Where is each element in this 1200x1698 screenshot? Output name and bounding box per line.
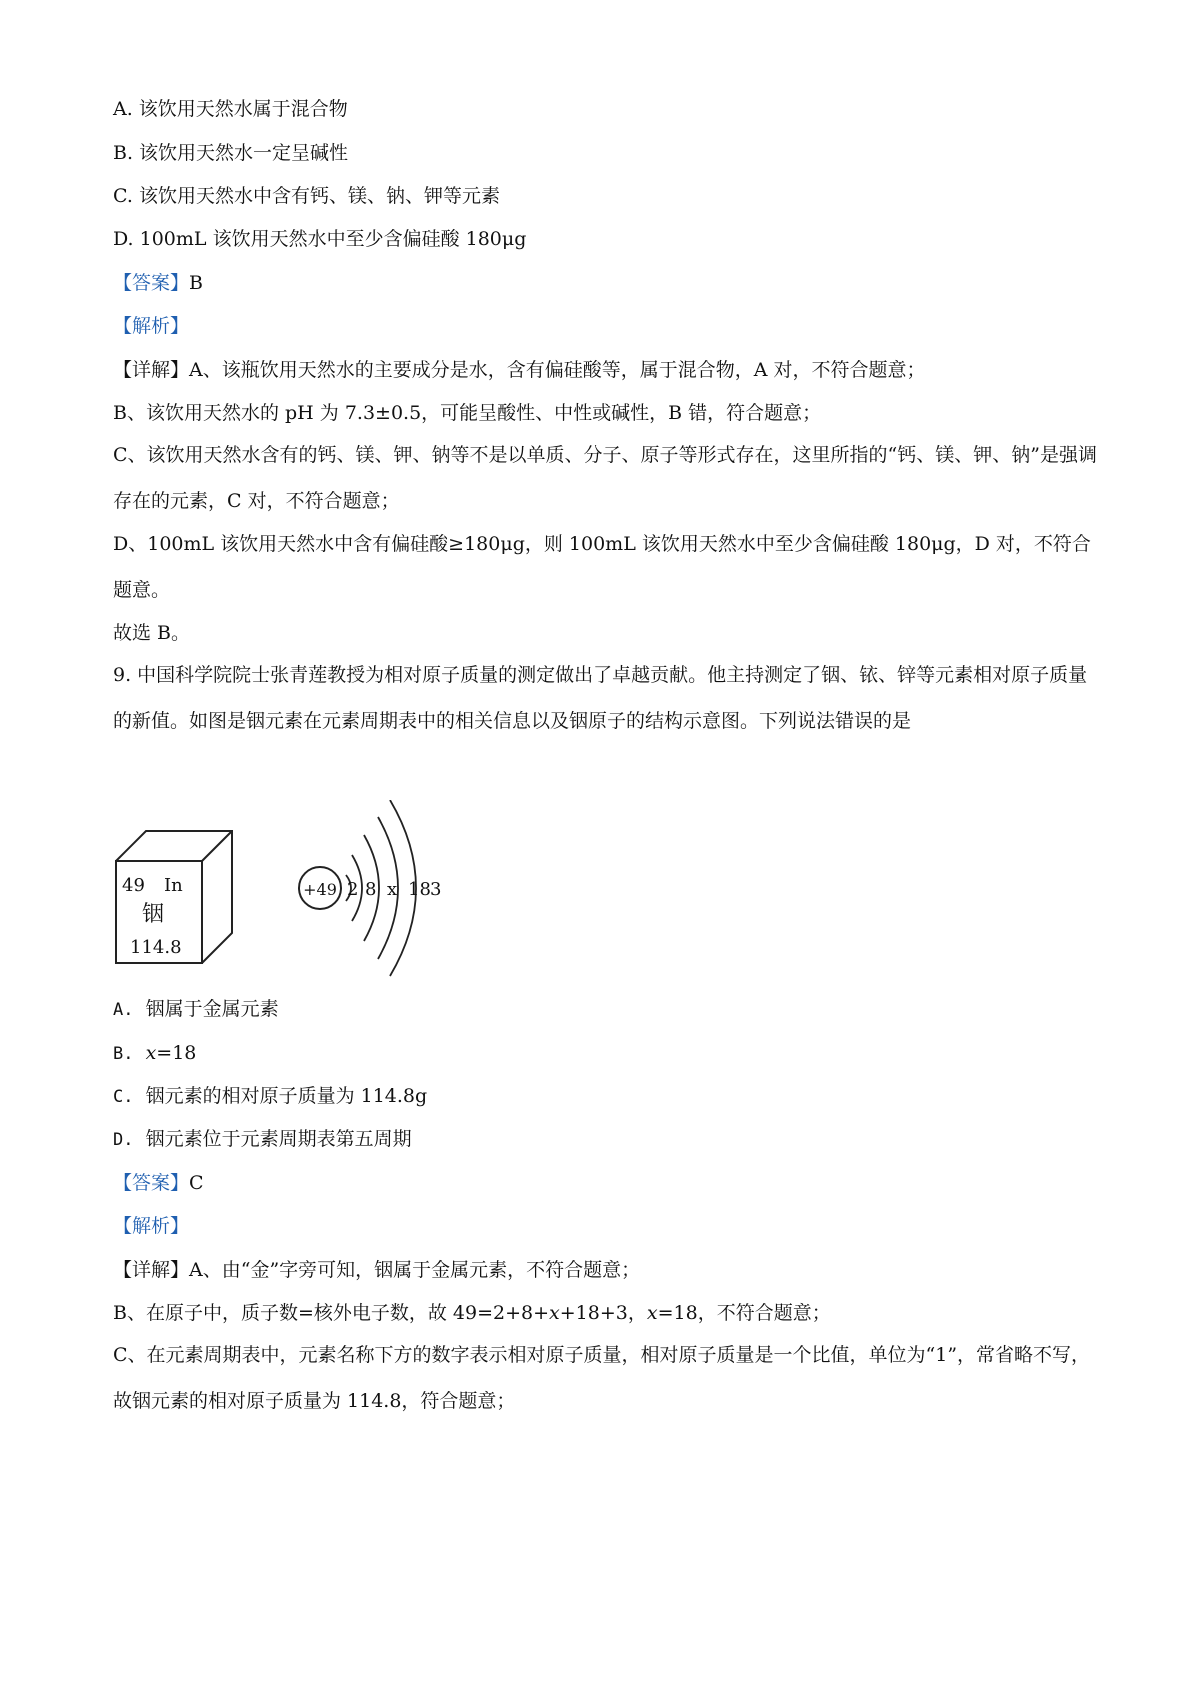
q9-detail-b: B、在原子中，质子数=核外电子数，故 49=2+8+x+18+3，x=18，不符合题意； [113,1302,831,1324]
detail-tag: 【详解】 [113,359,190,381]
q8-option-a: A. 该饮用天然水属于混合物 [113,98,348,120]
q9-option-d: D. 铟元素位于元素周期表第五周期 [113,1128,412,1150]
element-symbol: In [164,875,183,896]
shell-electrons-1: 2 [347,879,359,900]
q9-answer [113,1170,204,1196]
q8-option-c: C. 该饮用天然水中含有钙、镁、钠、钾等元素 [113,185,500,207]
answer-value: B [189,272,203,294]
atomic-number: 49 [122,875,145,896]
q9-option-c: C. 铟元素的相对原子质量为 114.8g [113,1085,428,1107]
shell-electrons-2: 8 [365,879,377,900]
q8-detail-d: D、100mL 该饮用天然水中含有偏硅酸≥180μg，则 100mL 该饮用天然水中至少含偏硅酸 180μg，D 对，不符合题意。 [113,533,1091,601]
q8-detail-c: C、该饮用天然水含有的钙、镁、钾、钠等不是以单质、分子、原子等形式存在，这里所指的“钙、镁、钾、钠”是强调存在的元素，C 对，不符合题意； [113,444,1097,512]
answer-value: C [189,1172,204,1194]
shell-electrons-5: 3 [430,879,442,900]
atom-structure-diagram [290,800,490,980]
answer-tag: 【答案】 [113,1172,190,1194]
q8-answer [113,270,203,296]
q9-stem: 9. 中国科学院院士张青莲教授为相对原子质量的测定做出了卓越贡献。他主持测定了铟、铱、锌等元素相对原子质量的新值。如图是铟元素在元素周期表中的相关信息以及铟原子的结构示意图。下列说法错误的是 [113,664,1088,732]
q8-conclusion: 故选 B。 [113,622,191,644]
option-letter: A. [113,1000,134,1020]
q9-option-b: B. x=18 [113,1042,197,1064]
option-letter: C. [113,1087,134,1107]
q8-option-b: B. 该饮用天然水一定呈碱性 [113,142,349,164]
q8-analysis-tag: 【解析】 [113,315,190,337]
answer-tag: 【答案】 [113,272,190,294]
shell-electrons-3: x [387,879,398,900]
q9-detail-a: 【详解】A、由“金”字旁可知，铟属于金属元素，不符合题意； [113,1259,641,1281]
detail-tag: 【详解】 [113,1259,190,1281]
nucleus-charge: +49 [303,880,337,899]
q9-analysis-tag: 【解析】 [113,1215,190,1237]
element-name: 铟 [142,902,165,927]
q9-option-a: A. 铟属于金属元素 [113,998,279,1020]
shell-electrons-4: 18 [408,879,431,900]
q8-detail-a: 【详解】A、该瓶饮用天然水的主要成分是水，含有偏硅酸等，属于混合物，A 对，不符合题意； [113,359,926,381]
option-letter: D. [113,1130,134,1150]
q8-option-d: D. 100mL 该饮用天然水中至少含偏硅酸 180μg [113,228,527,250]
q9-detail-c: C、在元素周期表中，元素名称下方的数字表示相对原子质量，相对原子质量是一个比值，单位为“1”，常省略不写，故铟元素的相对原子质量为 114.8，符合题意； [113,1344,1091,1412]
element-card [100,825,240,975]
option-letter: B. [113,1044,134,1064]
q8-detail-b: B、该饮用天然水的 pH 为 7.3±0.5，可能呈酸性、中性或碱性，B 错，符合题意； [113,402,822,424]
atomic-mass: 114.8 [130,937,182,958]
